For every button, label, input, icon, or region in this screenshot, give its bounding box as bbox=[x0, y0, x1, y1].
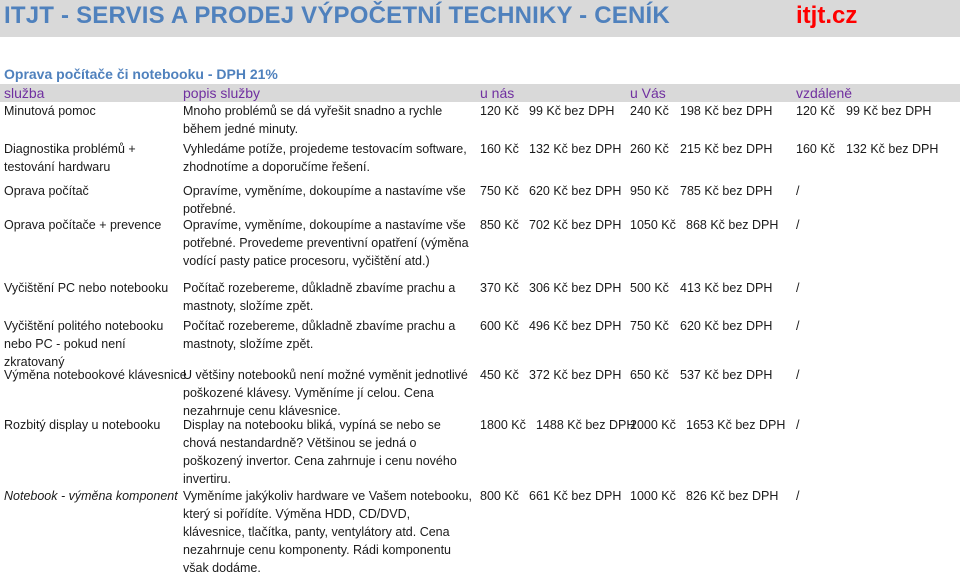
service-description: Display na notebooku bliká, vypíná se nebo se chová nestandardně? Většinou se jedná o poškozený invertor. Cena zahrnuje i cenu nového invertiru. bbox=[183, 418, 457, 486]
net-price-at-us: 620 Kč bez DPH bbox=[529, 184, 622, 198]
net-price-at-you: 1653 Kč bez DPH bbox=[686, 418, 786, 432]
net-price-at-you: 413 Kč bez DPH bbox=[680, 281, 773, 295]
service-name: Vyčištění PC nebo notebooku bbox=[4, 281, 169, 295]
column-header-description: popis služby bbox=[183, 85, 261, 101]
section-title: Oprava počítače či notebooku - DPH 21% bbox=[4, 66, 278, 82]
service-description: Počítač rozebereme, důkladně zbavíme prachu a mastnoty, složíme zpět. bbox=[183, 319, 456, 351]
title-bar bbox=[0, 0, 960, 37]
price-at-us: 850 Kč bbox=[480, 218, 519, 232]
price-remote: 160 Kč bbox=[796, 142, 835, 156]
column-header-at-us: u nás bbox=[480, 85, 515, 101]
price-at-you: 1000 Kč bbox=[630, 489, 676, 503]
price-remote: / bbox=[796, 281, 800, 295]
page-title: ITJT - SERVIS A PRODEJ VÝPOČETNÍ TECHNIKY - CENÍK bbox=[4, 2, 670, 29]
price-remote: 120 Kč bbox=[796, 104, 835, 118]
service-name: Oprava počítače + prevence bbox=[4, 218, 162, 232]
price-at-us: 450 Kč bbox=[480, 368, 519, 382]
price-at-you: 1050 Kč bbox=[630, 218, 676, 232]
price-at-you: 500 Kč bbox=[630, 281, 669, 295]
net-price-at-you: 537 Kč bez DPH bbox=[680, 368, 773, 382]
service-description: Opravíme, vyměníme, dokoupíme a nastavíme vše potřebné. bbox=[183, 184, 466, 216]
net-price-at-us: 99 Kč bez DPH bbox=[529, 104, 615, 118]
net-price-at-us: 661 Kč bez DPH bbox=[529, 489, 622, 503]
net-price-at-you: 215 Kč bez DPH bbox=[680, 142, 773, 156]
service-name: Rozbitý display u notebooku bbox=[4, 418, 161, 432]
column-header-service: služba bbox=[4, 85, 45, 101]
net-price-at-us: 702 Kč bez DPH bbox=[529, 218, 622, 232]
price-at-you: 260 Kč bbox=[630, 142, 669, 156]
price-at-you: 240 Kč bbox=[630, 104, 669, 118]
price-at-us: 800 Kč bbox=[480, 489, 519, 503]
net-price-at-you: 868 Kč bez DPH bbox=[686, 218, 779, 232]
price-remote: / bbox=[796, 184, 800, 198]
price-at-us: 600 Kč bbox=[480, 319, 519, 333]
price-at-us: 370 Kč bbox=[480, 281, 519, 295]
price-remote: / bbox=[796, 418, 800, 432]
price-at-you: 2000 Kč bbox=[630, 418, 676, 432]
price-remote: / bbox=[796, 368, 800, 382]
column-header-remote: vzdáleně bbox=[796, 85, 853, 101]
price-remote: / bbox=[796, 218, 800, 232]
net-price-remote: 132 Kč bez DPH bbox=[846, 142, 939, 156]
price-at-you: 950 Kč bbox=[630, 184, 669, 198]
brand-logo-text: itjt.cz bbox=[796, 2, 858, 29]
price-at-you: 750 Kč bbox=[630, 319, 669, 333]
net-price-at-us: 372 Kč bez DPH bbox=[529, 368, 622, 382]
service-name: Oprava počítač bbox=[4, 184, 89, 198]
price-remote: / bbox=[796, 489, 800, 503]
net-price-at-us: 306 Kč bez DPH bbox=[529, 281, 622, 295]
net-price-at-you: 785 Kč bez DPH bbox=[680, 184, 773, 198]
price-at-us: 160 Kč bbox=[480, 142, 519, 156]
service-description: U většiny notebooků není možné vyměnit jednotlivé poškozené klávesy. Vyměníme jí celou. Cena nezahrnuje cenu klávesnice. bbox=[183, 368, 468, 418]
price-at-you: 650 Kč bbox=[630, 368, 669, 382]
table-header bbox=[0, 84, 960, 102]
net-price-at-you: 620 Kč bez DPH bbox=[680, 319, 773, 333]
service-name: Diagnostika problémů + testování hardwaru bbox=[4, 142, 136, 174]
price-at-us: 1800 Kč bbox=[480, 418, 526, 432]
column-header-at-you: u Vás bbox=[630, 85, 666, 101]
price-remote: / bbox=[796, 319, 800, 333]
net-price-remote: 99 Kč bez DPH bbox=[846, 104, 932, 118]
service-description: Opravíme, vyměníme, dokoupíme a nastavíme vše potřebné. Provedeme preventivní opatření (výměna vodící pasty patice procesoru, vyčištění atd.) bbox=[183, 218, 469, 268]
service-name: Vyčištění politého notebooku nebo PC - pokud není zkratovaný bbox=[4, 319, 164, 369]
service-description: Počítač rozebereme, důkladně zbavíme prachu a mastnoty, složíme zpět. bbox=[183, 281, 456, 313]
price-at-us: 120 Kč bbox=[480, 104, 519, 118]
net-price-at-us: 496 Kč bez DPH bbox=[529, 319, 622, 333]
service-name: Výměna notebookové klávesnice bbox=[4, 368, 187, 382]
service-name: Minutová pomoc bbox=[4, 104, 96, 118]
service-name: Notebook - výměna komponent bbox=[4, 489, 178, 503]
net-price-at-us: 132 Kč bez DPH bbox=[529, 142, 622, 156]
net-price-at-you: 826 Kč bez DPH bbox=[686, 489, 779, 503]
net-price-at-you: 198 Kč bez DPH bbox=[680, 104, 773, 118]
service-description: Vyhledáme potíže, projedeme testovacím software, zhodnotíme a doporučíme řešení. bbox=[183, 142, 467, 174]
service-description: Vyměníme jakýkoliv hardware ve Vašem notebooku, který si pořídíte. Výměna HDD, CD/DVD, klávesnice, tlačítka, panty, ventylátory atd. Cena nezahrnuje cenu komponenty. Rádi komponentu však dodáme. bbox=[183, 489, 473, 575]
service-description: Mnoho problémů se dá vyřešit snadno a rychle během jedné minuty. bbox=[183, 104, 443, 136]
net-price-at-us: 1488 Kč bez DPH bbox=[536, 418, 636, 432]
price-at-us: 750 Kč bbox=[480, 184, 519, 198]
